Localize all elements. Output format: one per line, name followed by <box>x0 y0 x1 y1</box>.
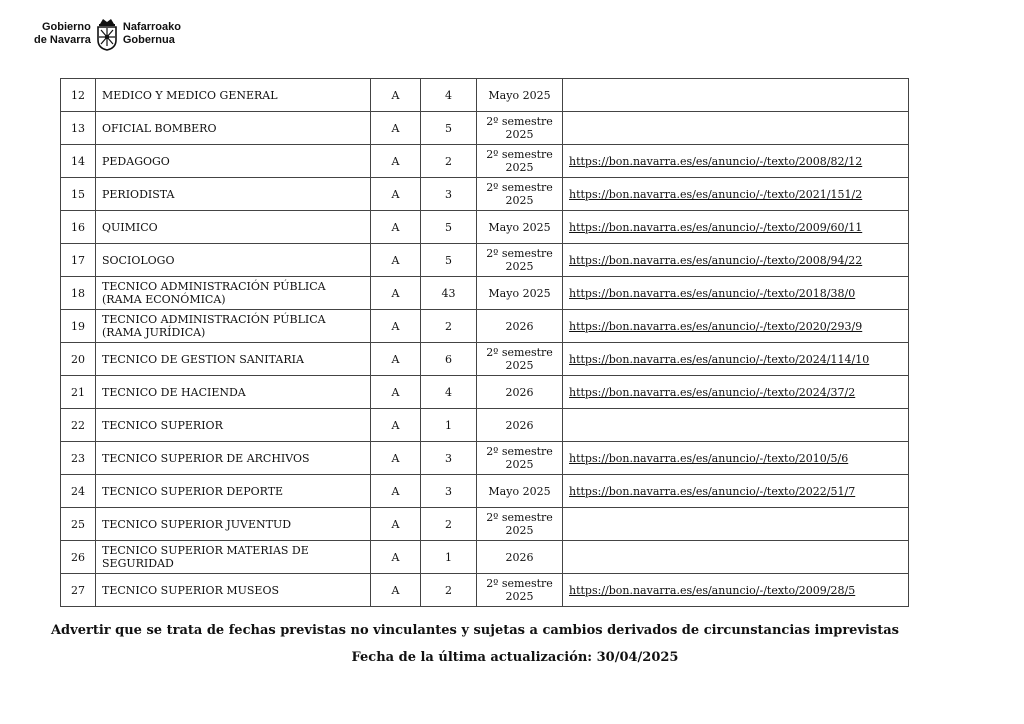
table-row <box>61 178 909 211</box>
table-row <box>61 409 909 442</box>
position-group: A <box>371 178 421 211</box>
position-link[interactable]: https://bon.navarra.es/es/anuncio/-/texto/2009/28/5 <box>569 583 856 597</box>
position-name: PEDAGOGO <box>96 145 371 178</box>
position-link-cell <box>563 310 909 343</box>
last-update-text: Fecha de la última actualización: 30/04/2025 <box>351 650 679 665</box>
position-places: 3 <box>421 475 477 508</box>
position-date: 2º semestre 2025 <box>477 508 563 541</box>
position-group: A <box>371 541 421 574</box>
positions-table <box>60 78 909 607</box>
table-row <box>61 574 909 607</box>
position-link-cell <box>563 277 909 310</box>
position-link-cell <box>563 574 909 607</box>
position-date: 2º semestre 2025 <box>477 112 563 145</box>
position-link-cell <box>563 79 909 112</box>
navarra-shield-icon <box>95 16 119 52</box>
position-name: SOCIOLOGO <box>96 244 371 277</box>
position-places: 3 <box>421 442 477 475</box>
position-link-cell <box>563 112 909 145</box>
row-number: 14 <box>61 145 96 178</box>
header-logo <box>34 14 181 54</box>
position-link[interactable]: https://bon.navarra.es/es/anuncio/-/texto/2024/114/10 <box>569 352 870 366</box>
position-date: 2026 <box>477 409 563 442</box>
position-date: 2º semestre 2025 <box>477 343 563 376</box>
position-places: 1 <box>421 541 477 574</box>
table-row <box>61 343 909 376</box>
row-number: 23 <box>61 442 96 475</box>
row-number: 18 <box>61 277 96 310</box>
position-link-cell <box>563 409 909 442</box>
position-group: A <box>371 244 421 277</box>
position-group: A <box>371 145 421 178</box>
position-name: MEDICO Y MEDICO GENERAL <box>96 79 371 112</box>
position-link[interactable]: https://bon.navarra.es/es/anuncio/-/texto/2008/94/22 <box>569 253 863 267</box>
position-date: 2026 <box>477 541 563 574</box>
position-date: Mayo 2025 <box>477 277 563 310</box>
position-name: OFICIAL BOMBERO <box>96 112 371 145</box>
position-link-cell <box>563 244 909 277</box>
position-name: TECNICO SUPERIOR MATERIAS DE SEGURIDAD <box>96 541 371 574</box>
position-places: 2 <box>421 508 477 541</box>
position-link-cell <box>563 145 909 178</box>
position-link[interactable]: https://bon.navarra.es/es/anuncio/-/texto/2008/82/12 <box>569 154 863 168</box>
table-row <box>61 541 909 574</box>
position-places: 2 <box>421 145 477 178</box>
table-row <box>61 310 909 343</box>
table-row <box>61 211 909 244</box>
position-date: Mayo 2025 <box>477 475 563 508</box>
position-date: 2º semestre 2025 <box>477 145 563 178</box>
logo-text-basque <box>123 21 181 47</box>
position-name: TECNICO SUPERIOR <box>96 409 371 442</box>
position-places: 2 <box>421 574 477 607</box>
position-date: 2º semestre 2025 <box>477 574 563 607</box>
row-number: 24 <box>61 475 96 508</box>
position-link[interactable]: https://bon.navarra.es/es/anuncio/-/texto/2009/60/11 <box>569 220 863 234</box>
table-row <box>61 112 909 145</box>
position-places: 4 <box>421 376 477 409</box>
position-name: TECNICO DE GESTION SANITARIA <box>96 343 371 376</box>
table-row <box>61 79 909 112</box>
position-group: A <box>371 508 421 541</box>
position-link-cell <box>563 178 909 211</box>
position-places: 1 <box>421 409 477 442</box>
position-places: 5 <box>421 244 477 277</box>
position-name: PERIODISTA <box>96 178 371 211</box>
position-link[interactable]: https://bon.navarra.es/es/anuncio/-/texto/2020/293/9 <box>569 319 863 333</box>
position-group: A <box>371 211 421 244</box>
table-row <box>61 244 909 277</box>
position-name: TECNICO SUPERIOR JUVENTUD <box>96 508 371 541</box>
position-link[interactable]: https://bon.navarra.es/es/anuncio/-/texto/2021/151/2 <box>569 187 863 201</box>
position-group: A <box>371 343 421 376</box>
row-number: 13 <box>61 112 96 145</box>
position-date: 2º semestre 2025 <box>477 244 563 277</box>
position-places: 4 <box>421 79 477 112</box>
table-row <box>61 376 909 409</box>
position-link-cell <box>563 211 909 244</box>
row-number: 26 <box>61 541 96 574</box>
position-name: TECNICO ADMINISTRACIÓN PÚBLICA (RAMA JURÍDICA) <box>96 310 371 343</box>
position-date: Mayo 2025 <box>477 79 563 112</box>
position-date: Mayo 2025 <box>477 211 563 244</box>
positions-table-body <box>61 79 909 607</box>
position-group: A <box>371 376 421 409</box>
logo-text-spanish <box>34 21 91 47</box>
position-link-cell <box>563 442 909 475</box>
position-link-cell <box>563 343 909 376</box>
row-number: 12 <box>61 79 96 112</box>
position-name: TECNICO DE HACIENDA <box>96 376 371 409</box>
position-link-cell <box>563 376 909 409</box>
logo-line: Nafarroako <box>122 21 181 33</box>
logo-line: Gobierno <box>41 21 91 33</box>
position-link-cell <box>563 508 909 541</box>
position-link-cell <box>563 475 909 508</box>
position-name: TECNICO ADMINISTRACIÓN PÚBLICA (RAMA ECONÓMICA) <box>96 277 371 310</box>
position-group: A <box>371 310 421 343</box>
table-row <box>61 277 909 310</box>
position-group: A <box>371 442 421 475</box>
table-row <box>61 442 909 475</box>
position-name: TECNICO SUPERIOR DE ARCHIVOS <box>96 442 371 475</box>
position-link[interactable]: https://bon.navarra.es/es/anuncio/-/texto/2010/5/6 <box>569 451 849 465</box>
position-name: TECNICO SUPERIOR DEPORTE <box>96 475 371 508</box>
row-number: 22 <box>61 409 96 442</box>
position-group: A <box>371 112 421 145</box>
position-places: 5 <box>421 112 477 145</box>
position-link[interactable]: https://bon.navarra.es/es/anuncio/-/texto/2024/37/2 <box>569 385 856 399</box>
position-group: A <box>371 574 421 607</box>
disclaimer-text: Advertir que se trata de fechas previstas no vinculantes y sujetas a cambios derivados de circunstancias imprevistas <box>50 623 900 638</box>
row-number: 21 <box>61 376 96 409</box>
position-group: A <box>371 277 421 310</box>
table-row <box>61 475 909 508</box>
row-number: 19 <box>61 310 96 343</box>
position-places: 5 <box>421 211 477 244</box>
logo-line: de Navarra <box>34 34 91 46</box>
table-row <box>61 508 909 541</box>
position-group: A <box>371 475 421 508</box>
position-name: TECNICO SUPERIOR MUSEOS <box>96 574 371 607</box>
position-places: 3 <box>421 178 477 211</box>
position-places: 2 <box>421 310 477 343</box>
position-date: 2º semestre 2025 <box>477 442 563 475</box>
row-number: 17 <box>61 244 96 277</box>
position-link[interactable]: https://bon.navarra.es/es/anuncio/-/texto/2022/51/7 <box>569 484 856 498</box>
logo-line: Gobernua <box>122 34 175 46</box>
position-link-cell <box>563 541 909 574</box>
table-row <box>61 145 909 178</box>
position-date: 2º semestre 2025 <box>477 178 563 211</box>
position-group: A <box>371 409 421 442</box>
position-places: 43 <box>421 277 477 310</box>
position-group: A <box>371 79 421 112</box>
position-date: 2026 <box>477 376 563 409</box>
position-name: QUIMICO <box>96 211 371 244</box>
row-number: 25 <box>61 508 96 541</box>
position-places: 6 <box>421 343 477 376</box>
row-number: 15 <box>61 178 96 211</box>
position-date: 2026 <box>477 310 563 343</box>
row-number: 20 <box>61 343 96 376</box>
row-number: 16 <box>61 211 96 244</box>
row-number: 27 <box>61 574 96 607</box>
position-link[interactable]: https://bon.navarra.es/es/anuncio/-/texto/2018/38/0 <box>569 286 856 300</box>
